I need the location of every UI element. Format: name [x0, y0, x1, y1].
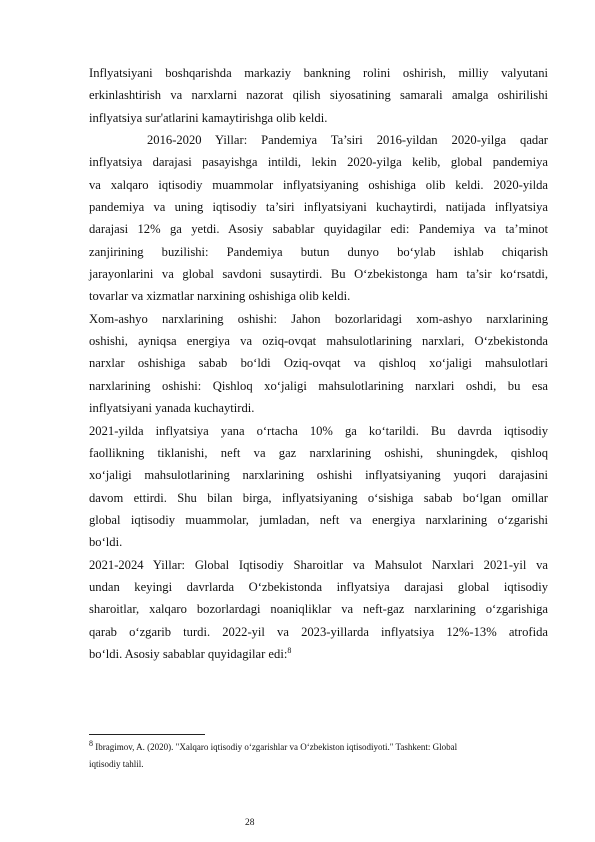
text-line: darajasi 12% ga yetdi. Asosiy sabablar quyidagilar edi: Pandemiya va ta’minot	[89, 222, 548, 237]
text-line: tovarlar va xizmatlar narxining oshishiga olib keldi.	[89, 289, 351, 304]
text-line: bo‘ldi.	[89, 535, 123, 550]
footnote-text-line-1: Ibragimov, A. (2020). "Xalqaro iqtisodiy o‘zgarishlar va O‘zbekiston iqtisodiyoti." Tashkent: Global	[95, 742, 458, 752]
footnote-reference[interactable]: 8	[287, 645, 292, 655]
text-line: inflyatsiyani yanada kuchaytirdi.	[89, 401, 255, 416]
text-line: erkinlashtirish va narxlarni nazorat qilish siyosatining samarali amalga oshirilishi	[89, 88, 548, 103]
page-number: 28	[245, 818, 255, 828]
footnote-text-line-2: iqtisodiy tahlil.	[89, 759, 144, 769]
text-line: sharoitlar, xalqaro bozorlardagi noaniqliklar va neft-gaz narxlarining o‘zgarishiga	[89, 602, 548, 617]
paragraph-2021-2024	[89, 554, 548, 666]
footnote-divider	[89, 734, 205, 735]
text-line-content: bo‘ldi. Asosiy sabablar quyidagilar edi:	[89, 646, 288, 661]
text-line: xo‘jaligi mahsulotlarining narxlarining oshishi inflyatsiyaning yuqori darajasini	[89, 468, 548, 483]
paragraph-2016-2020	[89, 129, 548, 308]
footnote-number: 8	[89, 739, 93, 748]
text-line: narxlarining oshishi: Qishloq xo‘jaligi mahsulotlarining narxlari oshdi, bu esa	[89, 378, 548, 393]
paragraph-raw-materials	[89, 308, 548, 420]
text-line: pandemiya va uning iqtisodiy ta’siri inflyatsiyani kuchaytirdi, natijada inflyatsiya	[89, 200, 548, 215]
text-line: inflyatsiya sur'atlarini kamaytirishga olib keldi.	[89, 110, 328, 125]
text-line-with-footnote	[89, 643, 548, 665]
text-line: jarayonlarini va global savdoni susaytirdi. Bu O‘zbekistonga ham ta’sir ko‘rsatdi,	[89, 267, 548, 282]
text-line: davom ettirdi. Shu bilan birga, inflyatsiyaning o‘sishiga sabab bo‘lgan omillar	[89, 490, 548, 505]
paragraph-intro	[89, 62, 548, 129]
text-line: inflyatsiya darajasi pasayishga intildi, lekin 2020-yilga kelib, global pandemiya	[89, 155, 548, 170]
text-line: 2016-2020 Yillar: Pandemiya Ta’siri 2016-yildan 2020-yilga qadar	[147, 133, 548, 148]
body-text	[89, 62, 548, 665]
text-line: oshishi, ayniqsa energiya va oziq-ovqat mahsulotlarining narxlari, O‘zbekistonda	[89, 334, 548, 349]
text-line: global iqtisodiy muammolar, jumladan, neft va energiya narxlarining o‘zgarishi	[89, 512, 548, 527]
text-line: faollikning tiklanishi, neft va gaz narxlarining oshishi, shuningdek, qishloq	[89, 445, 548, 460]
footnote	[89, 739, 559, 773]
text-line: 2021-yilda inflyatsiya yana o‘rtacha 10% ga ko‘tarildi. Bu davrda iqtisodiy	[89, 423, 548, 438]
text-line: undan keyingi davrlarda O‘zbekistonda inflyatsiya darajasi global iqtisodiy	[89, 579, 548, 594]
paragraph-2021	[89, 420, 548, 554]
text-line: va xalqaro iqtisodiy muammolar inflyatsiyaning oshishiga olib keldi. 2020-yilda	[89, 177, 548, 192]
text-line: zanjirining buzilishi: Pandemiya butun dunyo bo‘ylab ishlab chiqarish	[89, 244, 548, 259]
text-line: 2021-2024 Yillar: Global Iqtisodiy Sharoitlar va Mahsulot Narxlari 2021-yil va	[89, 557, 548, 572]
text-line: Inflyatsiyani boshqarishda markaziy bankning rolini oshirish, milliy valyutani	[89, 66, 548, 80]
text-line: Xom-ashyo narxlarining oshishi: Jahon bozorlaridagi xom-ashyo narxlarining	[89, 311, 548, 326]
text-line: qarab o‘zgarib turdi. 2022-yil va 2023-yillarda inflyatsiya 12%-13% atrofida	[89, 624, 548, 639]
text-line: narxlar oshishiga sabab bo‘ldi Oziq-ovqat va qishloq xo‘jaligi mahsulotlari	[89, 356, 548, 371]
